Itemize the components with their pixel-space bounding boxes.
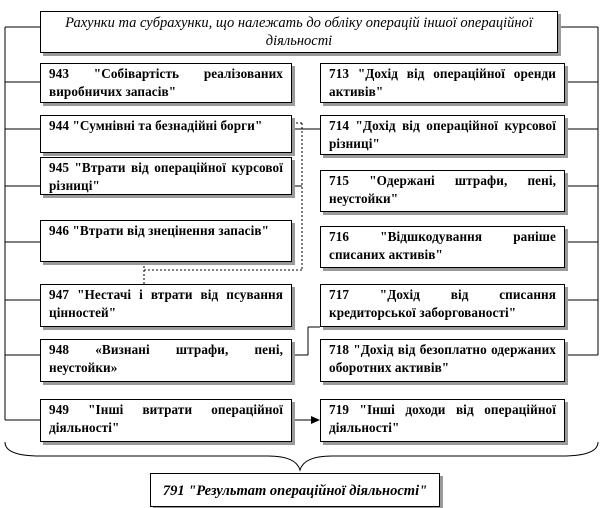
account-944-label: 944 "Сумнівні та безнадійні борги"	[49, 118, 263, 133]
header-box	[40, 11, 558, 53]
account-713-label: 713 "Дохід від операційної оренди активів"	[329, 66, 556, 99]
bottom-brace	[5, 442, 598, 470]
account-943	[40, 63, 292, 103]
account-715-label: 715 "Одержані штрафи, пені, неустойки"	[329, 173, 556, 206]
arrow-949-719-head	[311, 416, 320, 424]
account-717	[320, 284, 565, 327]
account-716	[320, 226, 565, 268]
account-719	[320, 399, 565, 442]
account-948-label: 948 «Визнані штрафи, пені, неустойки»	[49, 342, 283, 375]
account-718-label: 718 "Дохід від безоплатно одержаних оборотних активів"	[329, 342, 556, 375]
account-713	[320, 63, 565, 103]
account-717-label: 717 "Дохід від списання кредиторської заборгованості"	[329, 287, 556, 320]
account-948	[40, 339, 292, 382]
account-949	[40, 399, 292, 442]
account-945-label: 945 "Втрати від операційної курсової різниці"	[49, 160, 283, 193]
account-949-label: 949 "Інші витрати операційної діяльності"	[49, 402, 283, 435]
account-945	[40, 157, 292, 195]
account-946-label: 946 "Втрати від знецінення запасів"	[49, 223, 270, 238]
account-718	[320, 339, 565, 382]
result-label: 791 "Результат операційної діяльності"	[162, 483, 428, 499]
account-947-label: 947 "Нестачі і втрати від псування цінностей"	[49, 287, 283, 320]
header-text: Рахунки та субрахунки, що належать до обліку операцій іншої операційної діяльності	[65, 15, 533, 49]
account-714-label: 714 "Дохід від операційної курсової різниці"	[329, 118, 556, 151]
account-947	[40, 284, 292, 327]
result-box	[150, 473, 440, 507]
account-714	[320, 115, 565, 155]
account-944	[40, 115, 292, 153]
account-719-label: 719 "Інші доходи від операційної діяльності"	[329, 402, 556, 435]
account-946	[40, 220, 292, 262]
account-716-label: 716 "Відшкодування раніше списаних активів"	[329, 229, 556, 262]
account-715	[320, 170, 565, 212]
account-943-label: 943 "Собівартість реалізованих виробничих запасів"	[49, 66, 283, 99]
